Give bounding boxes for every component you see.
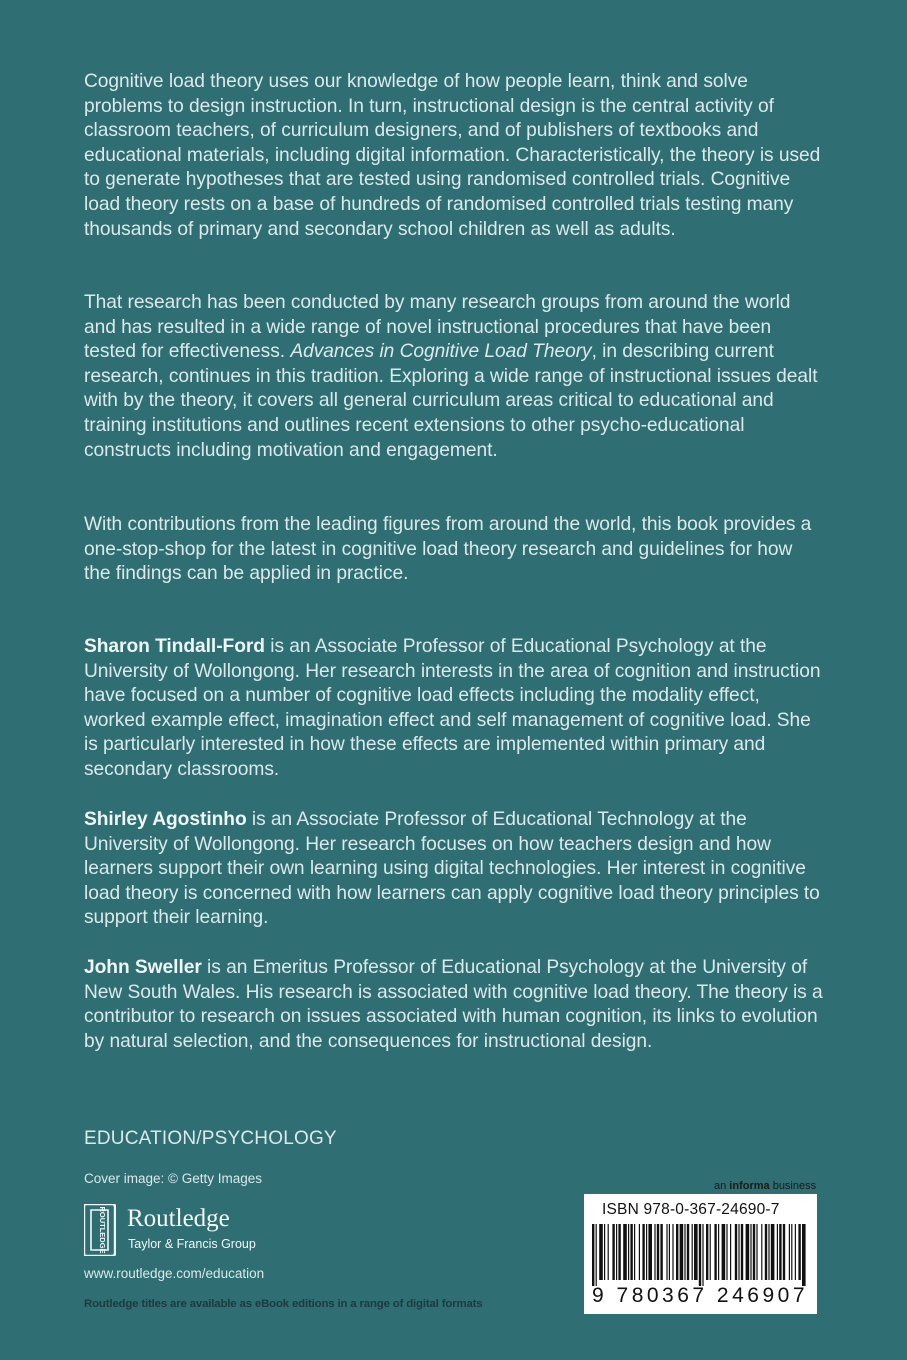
informa-brand: informa [729,1180,770,1192]
barcode-bar [692,1224,693,1280]
barcode-bar [706,1224,708,1280]
blurb-paragraph-2 [84,291,824,463]
barcode-bar [795,1224,796,1280]
barcode-bar [654,1224,655,1280]
routledge-mark-text: ROUTLEDGE [98,1206,107,1254]
blurb-paragraph-1: Cognitive load theory uses our knowledge of how people learn, think and solve problems to design instruction. In turn, instructional design is the central activity of classroom teachers, of curriculum designers, and of publishers of textbooks and educational materials, including digital information. Characteristically, the theory is used to generate hypotheses that are tested using randomised controlled trials. Cognitive load theory rests on a base of hundreds of randomised controlled trials testing many thousands of primary and secondary school children as well as adults. [84,71,821,240]
barcode-bar [791,1224,792,1280]
barcode-bar [596,1224,597,1286]
barcode-bar [738,1224,739,1280]
barcode-bar [756,1224,757,1280]
informa-business-line [714,1180,816,1192]
barcode-bar [699,1224,701,1286]
barcode-bars [592,1224,810,1286]
barcode-bar [666,1224,667,1280]
barcode-bar [648,1224,652,1280]
barcode-bar [676,1224,678,1280]
publisher-url[interactable]: www.routledge.com/education [84,1266,265,1281]
author-name: John Sweller [84,957,202,978]
barcode-bar [642,1224,644,1280]
barcode-bar [628,1224,629,1280]
barcode-bar [646,1224,647,1280]
blurb-text: That research has been conducted by many research groups from around the world and has resulted in a wide range of novel instructional procedures that have been tested for effectiveness. [84,292,791,363]
author-bio-2 [84,808,824,931]
barcode-bar [735,1224,737,1280]
author-name: Shirley Agostinho [84,809,247,830]
isbn-label: ISBN 978-0-367-24690-7 [602,1201,780,1218]
barcode-bar [599,1224,603,1280]
barcode-bar [750,1224,751,1280]
barcode-bar [608,1224,609,1280]
barcode-bar [680,1224,684,1280]
blurb-paragraph-3: With contributions from the leading figures from around the world, this book provides a one-stop-shop for the latest in cognitive load theory research and guidelines for how the findings can be applied in practice. [84,514,812,585]
barcode-bar [630,1224,632,1280]
barcode-box [584,1194,817,1314]
barcode-bar [746,1224,750,1280]
subject-category: EDUCATION/PSYCHOLOGY [84,1128,337,1149]
barcode-bar [612,1224,614,1280]
barcode-bar [592,1224,594,1286]
barcode-bar [702,1224,703,1286]
author-bio-3 [84,956,824,1054]
barcode-bar [798,1224,800,1280]
barcode-bar [741,1224,743,1280]
ebook-note: Routledge titles are available as eBook editions in a range of digital formats [84,1298,483,1310]
barcode-bar [634,1224,635,1280]
barcode-bar [694,1224,698,1280]
barcode-bar [783,1224,785,1280]
barcode-bar [753,1224,755,1280]
barcode-bar [618,1224,620,1280]
barcode-bar [771,1224,775,1280]
barcode-bar [669,1224,670,1280]
book-title: Advances in Cognitive Load Theory [290,341,592,363]
barcode-bar [802,1224,806,1286]
barcode-bar [761,1224,762,1280]
barcode-bar [765,1224,767,1280]
barcode-bar [722,1224,726,1280]
informa-suffix: business [769,1180,817,1192]
publisher-group: Taylor & Francis Group [128,1237,256,1251]
barcode-digits: 9 780367 246907 [592,1284,808,1307]
author-name: Sharon Tindall-Ford [84,636,265,657]
barcode-bar [718,1224,719,1280]
barcode-bar [779,1224,781,1280]
barcode-bar [616,1224,617,1280]
author-bio-text: is an Associate Professor of Educational Technology at the University of Wollongong. Her research focuses on how teachers design and how learners support their own learning using digital technologies. Her interest in cognitive load theory is concerned with how learners can apply cognitive load theory principles to support their learning. [84,809,820,929]
barcode-bar [604,1224,605,1280]
barcode-bar [768,1224,769,1280]
barcode-bar [726,1224,727,1280]
cover-image-credit: Cover image: © Getty Images [84,1171,263,1186]
publisher-name: Routledge [127,1205,230,1232]
barcode-bar [657,1224,659,1280]
barcode-bar [777,1224,778,1280]
barcode-bar [684,1224,685,1280]
barcode-bar [730,1224,731,1280]
blurb-text: , in describing current research, continues in this tradition. Exploring a wide range of instructional issues dealt with by the theory, it covers all general curriculum areas critical to educational and training institutions and outlines recent extensions to other psycho-educational constructs including motivation and engagement. [84,341,818,461]
author-bio-1 [84,635,824,783]
author-bio-text: is an Associate Professor of Educational Psychology at the University of Wollongong. Her research interests in the area of cognition and instruction have focused on a number of cognitive load effects including the modality effect, worked example effect, imagination effect and self management of cognitive load. She is particularly interested in how these effects are implemented within primary and secondary classrooms. [84,636,821,780]
informa-prefix: an [714,1180,730,1192]
barcode-bar [710,1224,711,1280]
barcode-bar [623,1224,627,1280]
barcode-bar [672,1224,673,1280]
barcode-bar [687,1224,689,1280]
routledge-logo [84,1204,304,1256]
routledge-mark-icon [84,1204,116,1256]
barcode-bar [789,1224,790,1280]
barcode-bar [660,1224,662,1280]
barcode-bar [714,1224,716,1280]
barcode-bar [639,1224,640,1280]
author-bio-text: is an Emeritus Professor of Educational Psychology at the University of New South Wales. His research is associated with cognitive load theory. The theory is a contributor to research on issues associated with human cognition, its links to evolution by natural selection, and the consequences for instructional design. [84,957,823,1052]
